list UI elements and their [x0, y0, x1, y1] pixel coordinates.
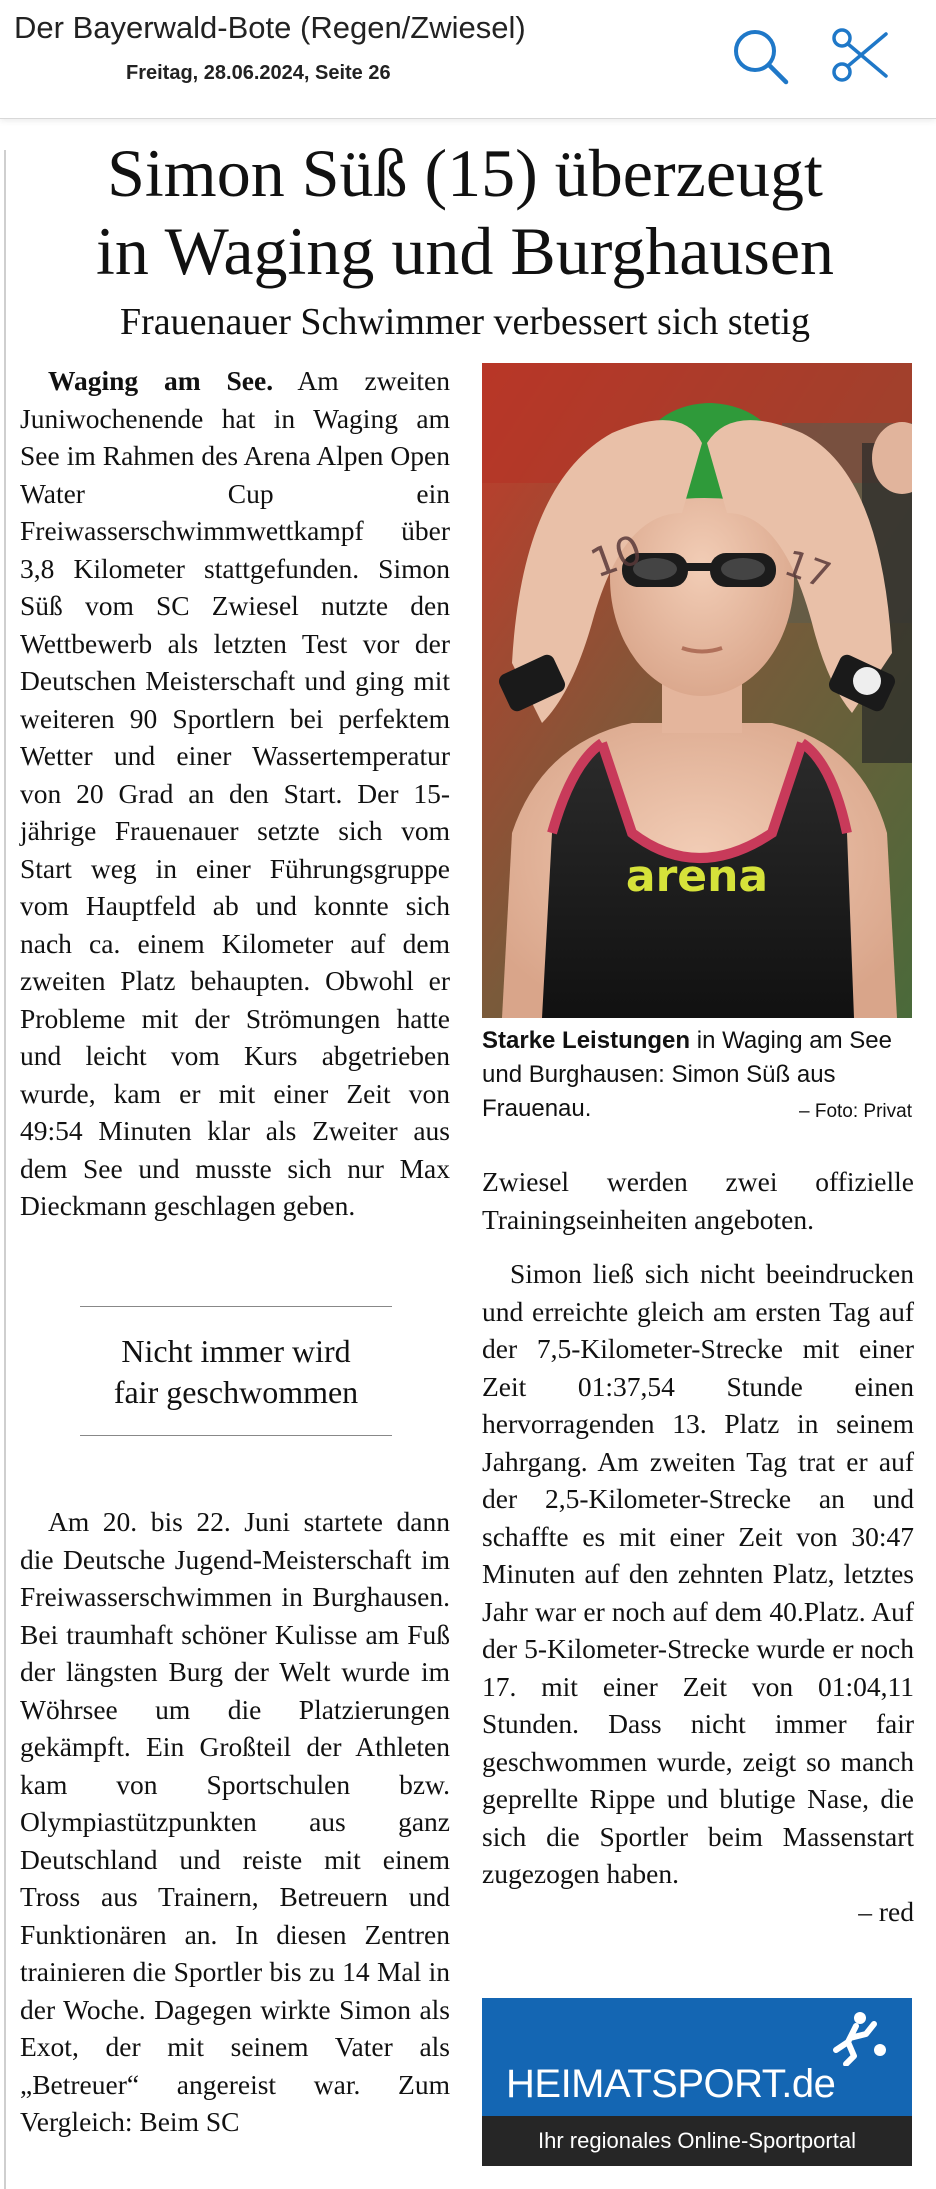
soccer-player-icon: [826, 2010, 890, 2066]
interheadline-line-2: fair geschwommen: [113, 1374, 359, 1410]
caption-lead: Starke Leistungen: [482, 1027, 691, 1054]
clip-article-button[interactable]: [828, 24, 892, 88]
paragraph-1-text: Am zweiten Juniwochenende hat in Waging am See im Rahmen des Arena Alpen Open Water Cup ein Freiwasserschwimmwettkampf über 3,8 Kilometer stattgefunden. Simon Süß vom SC Zwiesel nutzte den Wettbewerb als letzten Test vor der Deutschen Meisterschaft und ging mit weiteren 90 Sportlern bei perfektem Wetter und einer Wassertemperatur von 20 Grad an den Start. Der 15-jährige Frauenauer setzte sich vom Start weg in einer Führungsgruppe vom Hauptfeld ab und konnte sich nach ca. einem Kilometer auf dem zweiten Platz behaupten. Obwohl er Probleme mit der Strömungen hatte und leicht vom Kurs abgetrieben wurde, kam er mit einer Zeit von 49:54 Minuten klar als Zweiter aus dem See und musste sich nur Max Dieckmann geschlagen geben.: [20, 365, 450, 1221]
photo-credit: – Foto: Privat: [799, 1101, 912, 1122]
article-column-right-top: [482, 1163, 914, 1238]
app-header: [0, 0, 936, 119]
ad-tagline-bar: [482, 2116, 912, 2166]
article-subheadline: Frauenauer Schwimmer verbessert sich stetig: [119, 301, 811, 343]
hand-marking-left: 10: [584, 526, 649, 588]
headline-line-2: in Waging und Burghausen: [95, 213, 835, 289]
hand-marking-right: 17: [778, 542, 836, 598]
paragraph-2: Am 20. bis 22. Juni startete dann die Deutsche Jugend-Meisterschaft im Freiwasserschwimmen in Burghausen. Bei traumhaft schöner Kulisse am Fuß der längsten Burg der Welt wurde im Wöhrsee um die Platzierungen gekämpft. Ein Großteil der Athleten kam von Sportschulen bzw. Olympiastützpunkten aus ganz Deutschland und reiste mit einem Tross aus Trainern, Betreuern und Funktionären an. In diesen Zentren trainieren die Sportler bis zu 14 Mal in der Woche. Dagegen wirkte Simon als Exot, der mit seinem Vater als „Betreuer“ angereist war. Zum Vergleich: Beim SC: [20, 1506, 450, 2137]
interheadline-line-1: Nicht immer wird: [121, 1333, 351, 1369]
scissors-icon: [828, 24, 892, 88]
ad-tagline: Ihr regionales Online-Sportportal: [538, 2128, 856, 2153]
article-column-right-bottom: [482, 1255, 914, 1930]
publication-name: Der Bayerwald-Bote (Regen/Zwiesel): [14, 10, 526, 45]
author-signoff: – red: [858, 1895, 914, 1927]
article-photo[interactable]: [482, 363, 912, 1018]
interheadline: [80, 1306, 392, 1436]
headline-line-1: Simon Süß (15) überzeugt: [107, 135, 823, 211]
dateline: Waging am See.: [48, 365, 274, 396]
search-button[interactable]: [728, 24, 792, 88]
article-headline: [10, 134, 920, 290]
ad-brand-name: HEIMATSPORT.de: [506, 2062, 836, 2106]
issue-date-page: Freitag, 28.06.2024, Seite 26: [126, 62, 391, 84]
heimatsport-ad[interactable]: [482, 1998, 912, 2166]
paragraph-3: Simon ließ sich nicht beeindrucken und erreichte gleich am ersten Tag auf der 7,5-Kilometer-Strecke mit einer Zeit 01:37,54 Stunde einen hervorragenden 13. Platz in seinem Jahrgang. Am zweiten Tag trat er auf der 2,5-Kilometer-Strecke an und schaffte es mit einer Zeit von 30:47 Minuten auf den zehnten Platz, letztes Jahr war er noch auf dem 40.Platz. Auf der 5-Kilometer-Strecke wurde er noch 17. mit einer Zeit von 01:04,11 Stunden. Dass nicht immer fair geschwommen wurde, zeigt so manch geprellte Rippe und blutige Nase, die sich die Sportler beim Massenstart zugezogen haben.: [482, 1258, 914, 1889]
article-column-left-top: [20, 362, 450, 1225]
paragraph-1: [20, 362, 450, 1225]
paragraph-2-continued: Zwiesel werden zwei offizielle Trainingseinheiten angeboten.: [482, 1166, 914, 1235]
swimsuit-logo: arena: [625, 851, 769, 902]
article-column-left-bottom: [20, 1503, 450, 2141]
search-icon: [728, 24, 792, 88]
caption-text: in Waging am See und Burghausen: Simon Süß aus Frauenau.: [482, 1027, 892, 1122]
column-rule: [4, 150, 6, 2189]
